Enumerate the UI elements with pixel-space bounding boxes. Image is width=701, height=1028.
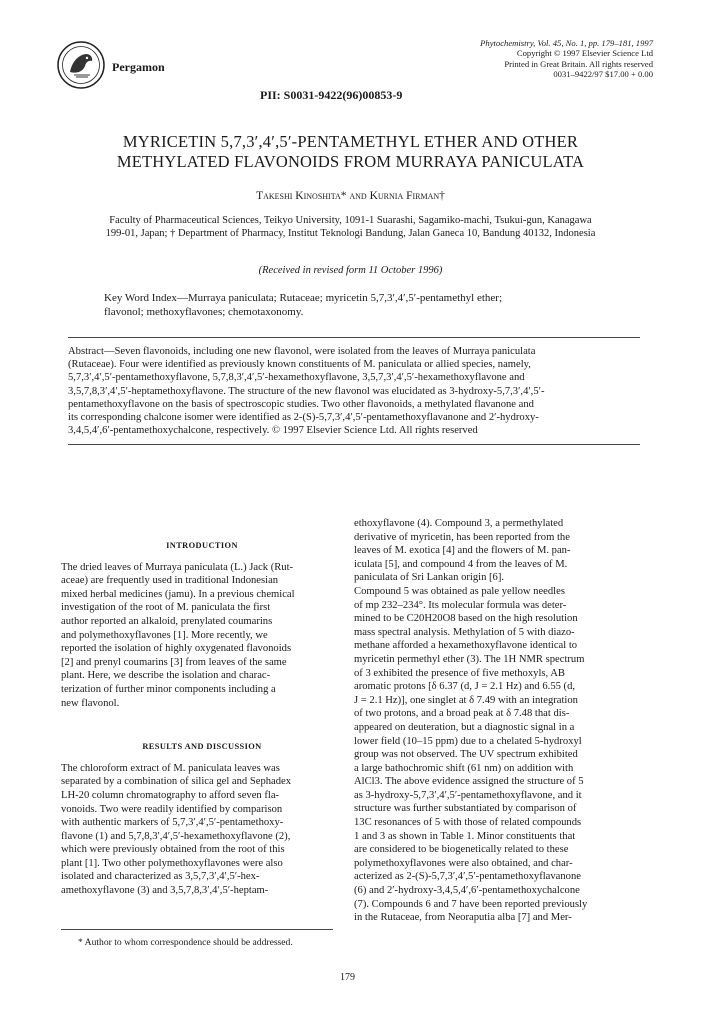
body-line: aromatic protons [δ 6.37 (d, J = 2.1 Hz) and 6.55 (d, <box>354 681 576 693</box>
body-line: appeared on deuteration, but a diagnostic signal in a <box>354 721 575 733</box>
introduction-heading: INTRODUCTION <box>166 541 238 550</box>
body-line: 1 and 3 as shown in Table 1. Minor constituents that <box>354 830 576 842</box>
body-line: group was not observed. The UV spectrum exhibited <box>354 749 578 761</box>
body-line: of two protons, and a broad peak at δ 7.48 that dis- <box>354 708 570 720</box>
body-line: The dried leaves of Murraya paniculata (L.) Jack (Rut- <box>61 561 294 573</box>
body-line: (7). Compounds 6 and 7 have been reported previously <box>354 898 588 910</box>
body-line: myricetin permethyl ether (3). The 1H NMR spectrum <box>354 653 585 665</box>
body-line: lower field (10–15 ppm) due to a chelated 5-hydroxyl <box>354 735 582 747</box>
body-line: iculata [5], and compound 4 from the leaves of M. <box>354 558 568 570</box>
body-line: J = 2.1 Hz)], one singlet at δ 7.49 with an integration <box>354 694 578 706</box>
abstract-line: (Rutaceae). Four were identified as previously known constituents of M. paniculata or allied species, namely, <box>68 359 531 371</box>
abstract-line: Abstract—Seven flavonoids, including one new flavonol, were isolated from the leaves of Murraya paniculata <box>68 346 536 357</box>
body-line: LH-20 column chromatography to afford seven fla- <box>61 789 280 801</box>
abstract-line: pentamethoxyflavone on the basis of spectroscopic studies. Two other flavonoids, a methylated flavanone and <box>68 398 534 410</box>
right-column <box>354 517 640 925</box>
article-title <box>60 132 641 172</box>
body-line: 13C resonances of 5 with those of related compounds <box>354 817 582 829</box>
body-line: mixed herbal medicines (jamu). In a previous chemical <box>61 588 295 600</box>
body-line: in the Rutaceae, from Neoraputia alba [7] and Mer- <box>354 912 572 924</box>
received-date: (Received in revised form 11 October 1996) <box>258 265 443 276</box>
keywords <box>104 291 604 319</box>
pii-code: PII: S0031-9422(96)00853-9 <box>260 88 403 102</box>
body-line: amethoxyflavone (3) and 3,5,7,8,3′,4′,5′-heptam- <box>61 885 269 897</box>
body-line: terization of further minor components including a <box>61 683 276 695</box>
abstract-line: 3,5,7,8,3′,4′,5′-heptamethoxyflavone. The structure of the new flavonol was elucidated as 3-hydroxy-5,7,3′,4′,5′- <box>68 385 545 397</box>
left-column <box>61 539 343 898</box>
abstract-bottom-rule <box>68 444 640 445</box>
journal-info <box>480 38 653 80</box>
body-line: investigation of the root of M. paniculata the first <box>61 602 271 614</box>
body-line: new flavonol. <box>61 697 120 709</box>
body-line: separated by a combination of silica gel and Sephadex <box>61 776 292 788</box>
body-line: methane afforded a hexamethoxyflavone identical to <box>354 640 578 652</box>
authors: Takeshi Kinoshita* and Kurnia Firman† <box>256 190 445 202</box>
body-line: plant [1]. Two other polymethoxyflavones were also <box>61 857 283 869</box>
issn-price-line: 0031–9422/97 $17.00 + 0.00 <box>553 69 653 80</box>
copyright-line: Copyright © 1997 Elsevier Science Ltd <box>516 48 653 59</box>
results-heading: RESULTS AND DISCUSSION <box>142 742 262 752</box>
abstract-line: its corresponding chalcone isomer were identified as 2-(S)-5,7,3′,4′,5′-pentamethoxyflavanone and 2′-hydroxy- <box>68 412 539 424</box>
body-line: AlCl3. The above evidence assigned the structure of 5 <box>354 776 584 788</box>
body-line: (6) and 2′-hydroxy-3,4,5,4′,6′-pentamethoxychalcone <box>354 885 580 897</box>
body-line: mined to be C20H20O8 based on the high resolution <box>354 613 578 625</box>
body-line: of mp 232–234°. Its molecular formula was deter- <box>354 599 567 611</box>
body-line: Compound 5 was obtained as pale yellow needles <box>354 585 565 597</box>
body-line: of 3 exhibited the presence of five methoxyls, AB <box>354 667 565 679</box>
title-line: METHYLATED FLAVONOIDS FROM MURRAYA PANICULATA <box>116 152 585 171</box>
body-line: are considered to be biogenetically related to these <box>354 844 569 856</box>
body-line: as 3-hydroxy-5,7,3′,4′,5′-pentamethoxyflavone, and it <box>354 789 582 801</box>
keywords-line: Key Word Index—Murraya paniculata; Rutaceae; myricetin 5,7,3′,4′,5′-pentamethyl ether; <box>104 292 503 304</box>
body-line: [2] and prenyl coumarins [3] from leaves of the same <box>61 656 287 668</box>
abstract-line: 5,7,3′,4′,5′-pentamethoxyflavone, 5,7,8,3′,4′,5′-hexamethoxyflavone, 3,5,7,3′,4′,5′-hexamethoxyflavone and <box>68 372 525 384</box>
publisher-logo <box>56 40 106 90</box>
footnote-rule <box>61 929 333 930</box>
body-line: derivative of myricetin, has been reported from the <box>354 531 570 543</box>
body-line: vonoids. Two were readily identified by comparison <box>61 803 283 815</box>
body-line: structure was further substantiated by comparison of <box>354 803 577 815</box>
abstract <box>68 345 640 437</box>
body-line: and polymethoxyflavones [1]. More recently, we <box>61 629 268 641</box>
body-line: a large bathochromic shift (61 nm) on addition with <box>354 762 574 774</box>
printed-line: Printed in Great Britain. All rights reserved <box>504 58 653 69</box>
publisher-name: Pergamon <box>112 60 165 74</box>
body-line: aceae) are frequently used in traditional Indonesian <box>61 575 279 587</box>
body-line: polymethoxyflavones were also obtained, and char- <box>354 857 573 869</box>
body-line: The chloroform extract of M. paniculata leaves was <box>61 762 280 774</box>
body-line: acterized as 2-(S)-5,7,3′,4′,5′-pentamethoxyflavanone <box>354 871 581 883</box>
body-line: flavone (1) and 5,7,8,3′,4′,5′-hexamethoxyflavone (2), <box>61 830 291 842</box>
body-line: leaves of M. exotica [4] and the flowers of M. pan- <box>354 545 571 557</box>
affiliation-line: Faculty of Pharmaceutical Sciences, Teikyo University, 1091-1 Suarashi, Sagamiko-machi, Tsukui-gun, Kanagawa <box>109 215 592 226</box>
body-line: isolated and characterized as 3,5,7,3′,4′,5′-hex- <box>61 871 260 883</box>
body-line: ethoxyflavone (4). Compound 3, a permethylated <box>354 518 564 529</box>
body-line: which were previously obtained from the root of this <box>61 844 285 856</box>
body-line: paniculata of Sri Lankan origin [6]. <box>354 572 505 584</box>
keywords-line: flavonol; methoxyflavones; chemotaxonomy. <box>104 306 304 318</box>
title-line: MYRICETIN 5,7,3′,4′,5′-PENTAMETHYL ETHER AND OTHER <box>122 132 579 151</box>
body-line: reported the isolation of highly oxygenated flavonoids <box>61 643 292 655</box>
journal-citation: Phytochemistry, Vol. 45, No. 1, pp. 179–181, 1997 <box>480 38 653 48</box>
body-line: mass spectral analysis. Methylation of 5 with diazo- <box>354 626 575 638</box>
body-line: author reported an alkaloid, prenylated coumarins <box>61 615 273 627</box>
page-number: 179 <box>340 972 355 983</box>
abstract-line: 3,4,5,4′,6′-pentamethoxychalcone, respectively. © 1997 Elsevier Science Ltd. All rights reserved <box>68 425 478 437</box>
body-line: plant. Here, we describe the isolation and charac- <box>61 670 271 682</box>
affiliations <box>70 214 631 240</box>
footnote: * Author to whom correspondence should be addressed. <box>78 937 293 948</box>
body-line: with authentic markers of 5,7,3′,4′,5′-pentamethoxy- <box>61 817 284 829</box>
affiliation-line: 199-01, Japan; † Department of Pharmacy, Institut Teknologi Bandung, Jalan Ganeca 10, Bandung 40132, Indonesia <box>105 228 596 239</box>
abstract-top-rule <box>68 337 640 338</box>
